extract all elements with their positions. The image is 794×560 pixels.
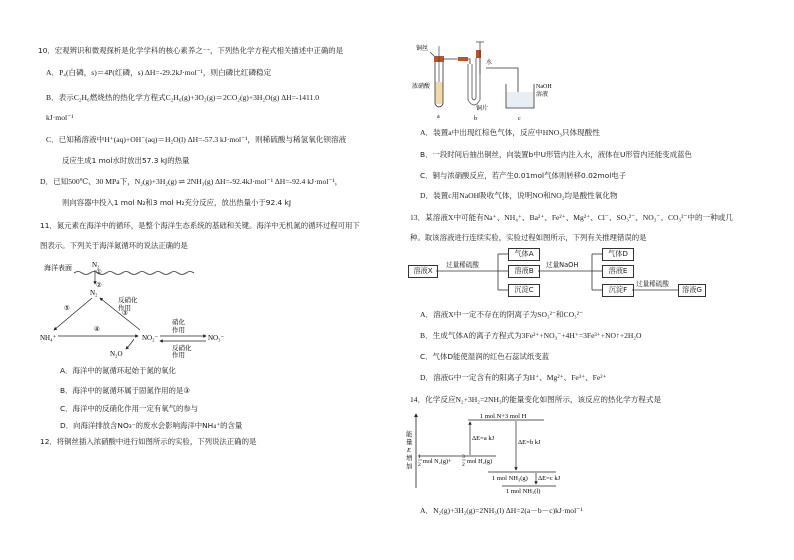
reagent-acid-2: 过量稀硫酸 xyxy=(636,280,669,288)
copper-piece-label: 铜片 xyxy=(476,106,489,112)
reagent-naoh: 过量NaOH xyxy=(546,261,579,269)
step-5-label: ⑤ xyxy=(64,305,70,312)
axis-char-2: 量 xyxy=(406,439,413,446)
q10-option-c-line2: 反应生成1 mol水时放出57.3 kJ的热量 xyxy=(62,156,190,165)
box-precipitate-f: 沉淀F xyxy=(602,284,634,297)
level-atoms-label: 1 mol N+3 mol H xyxy=(480,413,527,420)
u-tube-b xyxy=(468,58,480,105)
nh4-label: NH₄⁺ xyxy=(40,334,57,342)
stopper-connector xyxy=(458,57,468,61)
flowchart-connectors xyxy=(406,246,706,302)
q10-option-b-line2: kJ·mol⁻¹ xyxy=(46,113,74,122)
q10-option-d-line2: 则向容器中投入1 mol N₂和3 mol H₂充分反应，放出热量小于92.4 kJ xyxy=(62,198,292,207)
box-gas-d: 气体D xyxy=(602,248,634,261)
no2-label: NO₂⁻ xyxy=(142,334,159,342)
q14-option-a: A．N₂(g)+3H₂(g)=2NH₃(l) ΔH=2(a－b－c)kJ·mol⁻¹ xyxy=(420,506,583,515)
box-precipitate-c: 沉淀C xyxy=(508,284,540,297)
step-2-label: ② xyxy=(96,282,102,289)
q11-stem-line2: 图表示。下列关于海洋氮循环的说法正确的是 xyxy=(40,241,188,250)
step-4-label: ④ xyxy=(94,326,100,333)
axis-char-4: 增 xyxy=(406,455,413,462)
label-c: c xyxy=(518,116,521,122)
frac-1-den: 2 xyxy=(418,462,421,468)
q11-option-a: A．海洋中的氮循环起始于氮的氧化 xyxy=(60,366,176,375)
no3-label: NO₃⁻ xyxy=(208,334,225,342)
conc-acid-label: 浓硝酸 xyxy=(412,84,431,90)
q10-option-c-line1: C．已知稀溶液中H⁺(aq)+OH⁻(aq)＝H₂O(l) ΔH=-57.3 kJ·mol⁻¹，则稀硫酸与稀氢氧化钡溶液 xyxy=(46,135,347,144)
denit-label-1: 反硝化 xyxy=(118,297,138,304)
axis-char-3: E xyxy=(407,447,411,454)
box-solution-e: 溶液E xyxy=(602,265,634,278)
nit-label-2: 作用 xyxy=(172,327,185,334)
sea-surface-wave xyxy=(74,272,194,275)
box-solution-g: 溶液G xyxy=(678,284,706,297)
step-1-label: ① xyxy=(96,269,102,276)
acid-liquid xyxy=(436,82,443,104)
nitrogen-cycle-diagram xyxy=(38,258,228,358)
denit-label-3: 反硝化 xyxy=(172,345,192,352)
delta-a-label: ΔE=a kJ xyxy=(472,435,495,442)
q10-stem: 10．宏观辨识和微观探析是化学学科的核心素养之一，下列热化学方程式相关描述中正确的是 xyxy=(38,46,344,55)
reactant-h2: mol H₂(g) xyxy=(467,458,493,465)
frac-1-num: 1 xyxy=(418,454,421,460)
denit-label-2: 作用 xyxy=(118,305,131,312)
q13-flowchart xyxy=(406,246,706,302)
naoh-label: NaOH xyxy=(536,84,552,90)
solution-label: 溶液 xyxy=(536,92,549,98)
q11-option-c: C．海洋中的反硝化作用一定有氧气的参与 xyxy=(60,404,199,413)
q12-option-a: A．装置a中出现红棕色气体，反应中HNO₃只体现酸性 xyxy=(420,128,600,137)
delta-c-label: ΔE=c kJ xyxy=(538,475,561,482)
arrow-fixation xyxy=(54,298,92,330)
frac-2-num: 3 xyxy=(462,454,465,460)
q10-option-d-line1: D．已知500℃、30 MPa下，N₂(g)+3H₂(g) ⇌ 2NH₃(g) ΔH=-92.4kJ·mol⁻¹ ΔH=-92.4 kJ·mol⁻¹， xyxy=(40,177,343,186)
sea-surface-label: 海洋表面 xyxy=(44,264,72,272)
axis-char-5: 加 xyxy=(406,463,413,470)
step-3-label: ③ xyxy=(122,310,128,317)
q12-option-b: B．一段时间后抽出铜丝，向装置b中U形管内注入水，液体在U形管内还能变成蓝色 xyxy=(420,150,692,159)
copper-wire-label: 铜丝 xyxy=(416,46,429,52)
delta-b-label: ΔE=b kJ xyxy=(518,439,541,446)
connector-bc xyxy=(486,68,518,94)
water-label: 水 xyxy=(486,60,493,66)
energy-level-diagram xyxy=(404,410,594,494)
box-gas-a: 气体A xyxy=(508,248,540,261)
q13-option-c: C．气体D能使湿润的红色石蕊试纸变蓝 xyxy=(420,352,550,361)
n2-top-label: N₂ xyxy=(92,261,100,269)
n2-mid-label: N₂ xyxy=(90,289,98,297)
nit-label-1: 硝化 xyxy=(172,319,185,326)
q13-stem-line2: 种。取该溶液进行连续实验，实验过程如图所示，下列有关推理错误的是 xyxy=(410,233,647,242)
q11-stem-line1: 11．氮元素在海洋中的循环，是整个海洋生态系统的基础和关键。海洋中无机氮的循环过程可用下 xyxy=(40,221,360,230)
level-nh3-liquid-label: 1 mol NH₃(l) xyxy=(506,488,541,494)
denit-label-4: 作用 xyxy=(172,352,185,358)
n2o-label: N₂O xyxy=(110,350,123,358)
label-a: a xyxy=(437,114,440,120)
q14-stem: 14．化学反应N₂+3H₂=2NH₃的能量变化如图所示，该反应的热化学方程式是 xyxy=(410,395,662,404)
q10-option-b-line1: B．表示C₂H₆燃烧热的热化学方程式C₂H₆(g)+3O₂(g)＝2CO₂(g)+3H₂O(g) ΔH=-1411.0 xyxy=(46,93,320,102)
q13-option-d: D．溶液G中一定含有的阳离子为H⁺、Mg²⁺、Fe³⁺、Fe²⁺ xyxy=(420,373,607,382)
axis-char-1: 能 xyxy=(406,431,413,438)
q13-stem-line1: 13．某溶液X中可能有Na⁺、NH₄⁺、Ba²⁺、Fe²⁺、Mg²⁺、Cl⁻、SO₃²⁻、NO₃⁻、CO₃²⁻中的一种或几 xyxy=(410,213,733,222)
naoh-liquid xyxy=(507,92,534,108)
q12-option-d: D．装置c用NaOH吸收气体，说明NO和NO₂均是酸性氧化物 xyxy=(420,191,618,200)
q13-option-b: B．生成气体A的离子方程式为3Fe²⁺+NO₃⁻+4H⁺=3Fe³⁺+NO↑+2H₂O xyxy=(420,331,642,340)
arrow-to-n2o xyxy=(126,339,134,349)
q13-option-a: A．溶液X中一定不存在的阴离子为SO₃²⁻和CO₃²⁻ xyxy=(420,310,583,319)
q11-option-d: D．向海洋排放含NO₃⁻的废水会影响海洋中NH₄⁺的含量 xyxy=(60,421,243,430)
q12-option-c: C．铜与浓硝酸反应，若产生0.01mol气体则转移0.02mol电子 xyxy=(420,171,627,180)
frac-2-den: 2 xyxy=(462,462,465,468)
reactant-n2: mol N₂(g)+ xyxy=(423,458,452,465)
q10-option-a: A．P₄(白磷，s)＝4P(红磷，s) ΔH=-29.2kJ·mol⁻¹，则白磷比红磷稳定 xyxy=(46,68,272,77)
q11-option-b: B．海洋中的氮循环属于固氮作用的是③ xyxy=(60,386,190,395)
q12-stem: 12．将铜丝插入浓硝酸中进行如图所示的实验，下列说法正确的是 xyxy=(40,437,257,446)
box-solution-b: 溶液B xyxy=(508,265,540,278)
label-b: b xyxy=(474,116,477,122)
box-solution-x: 溶液X xyxy=(408,265,438,278)
reagent-acid-1: 过量稀硫酸 xyxy=(446,261,479,269)
level-nh3-gas-label: 1 mol NH₃(g) xyxy=(492,475,528,482)
copper-nitric-acid-apparatus xyxy=(410,38,560,122)
